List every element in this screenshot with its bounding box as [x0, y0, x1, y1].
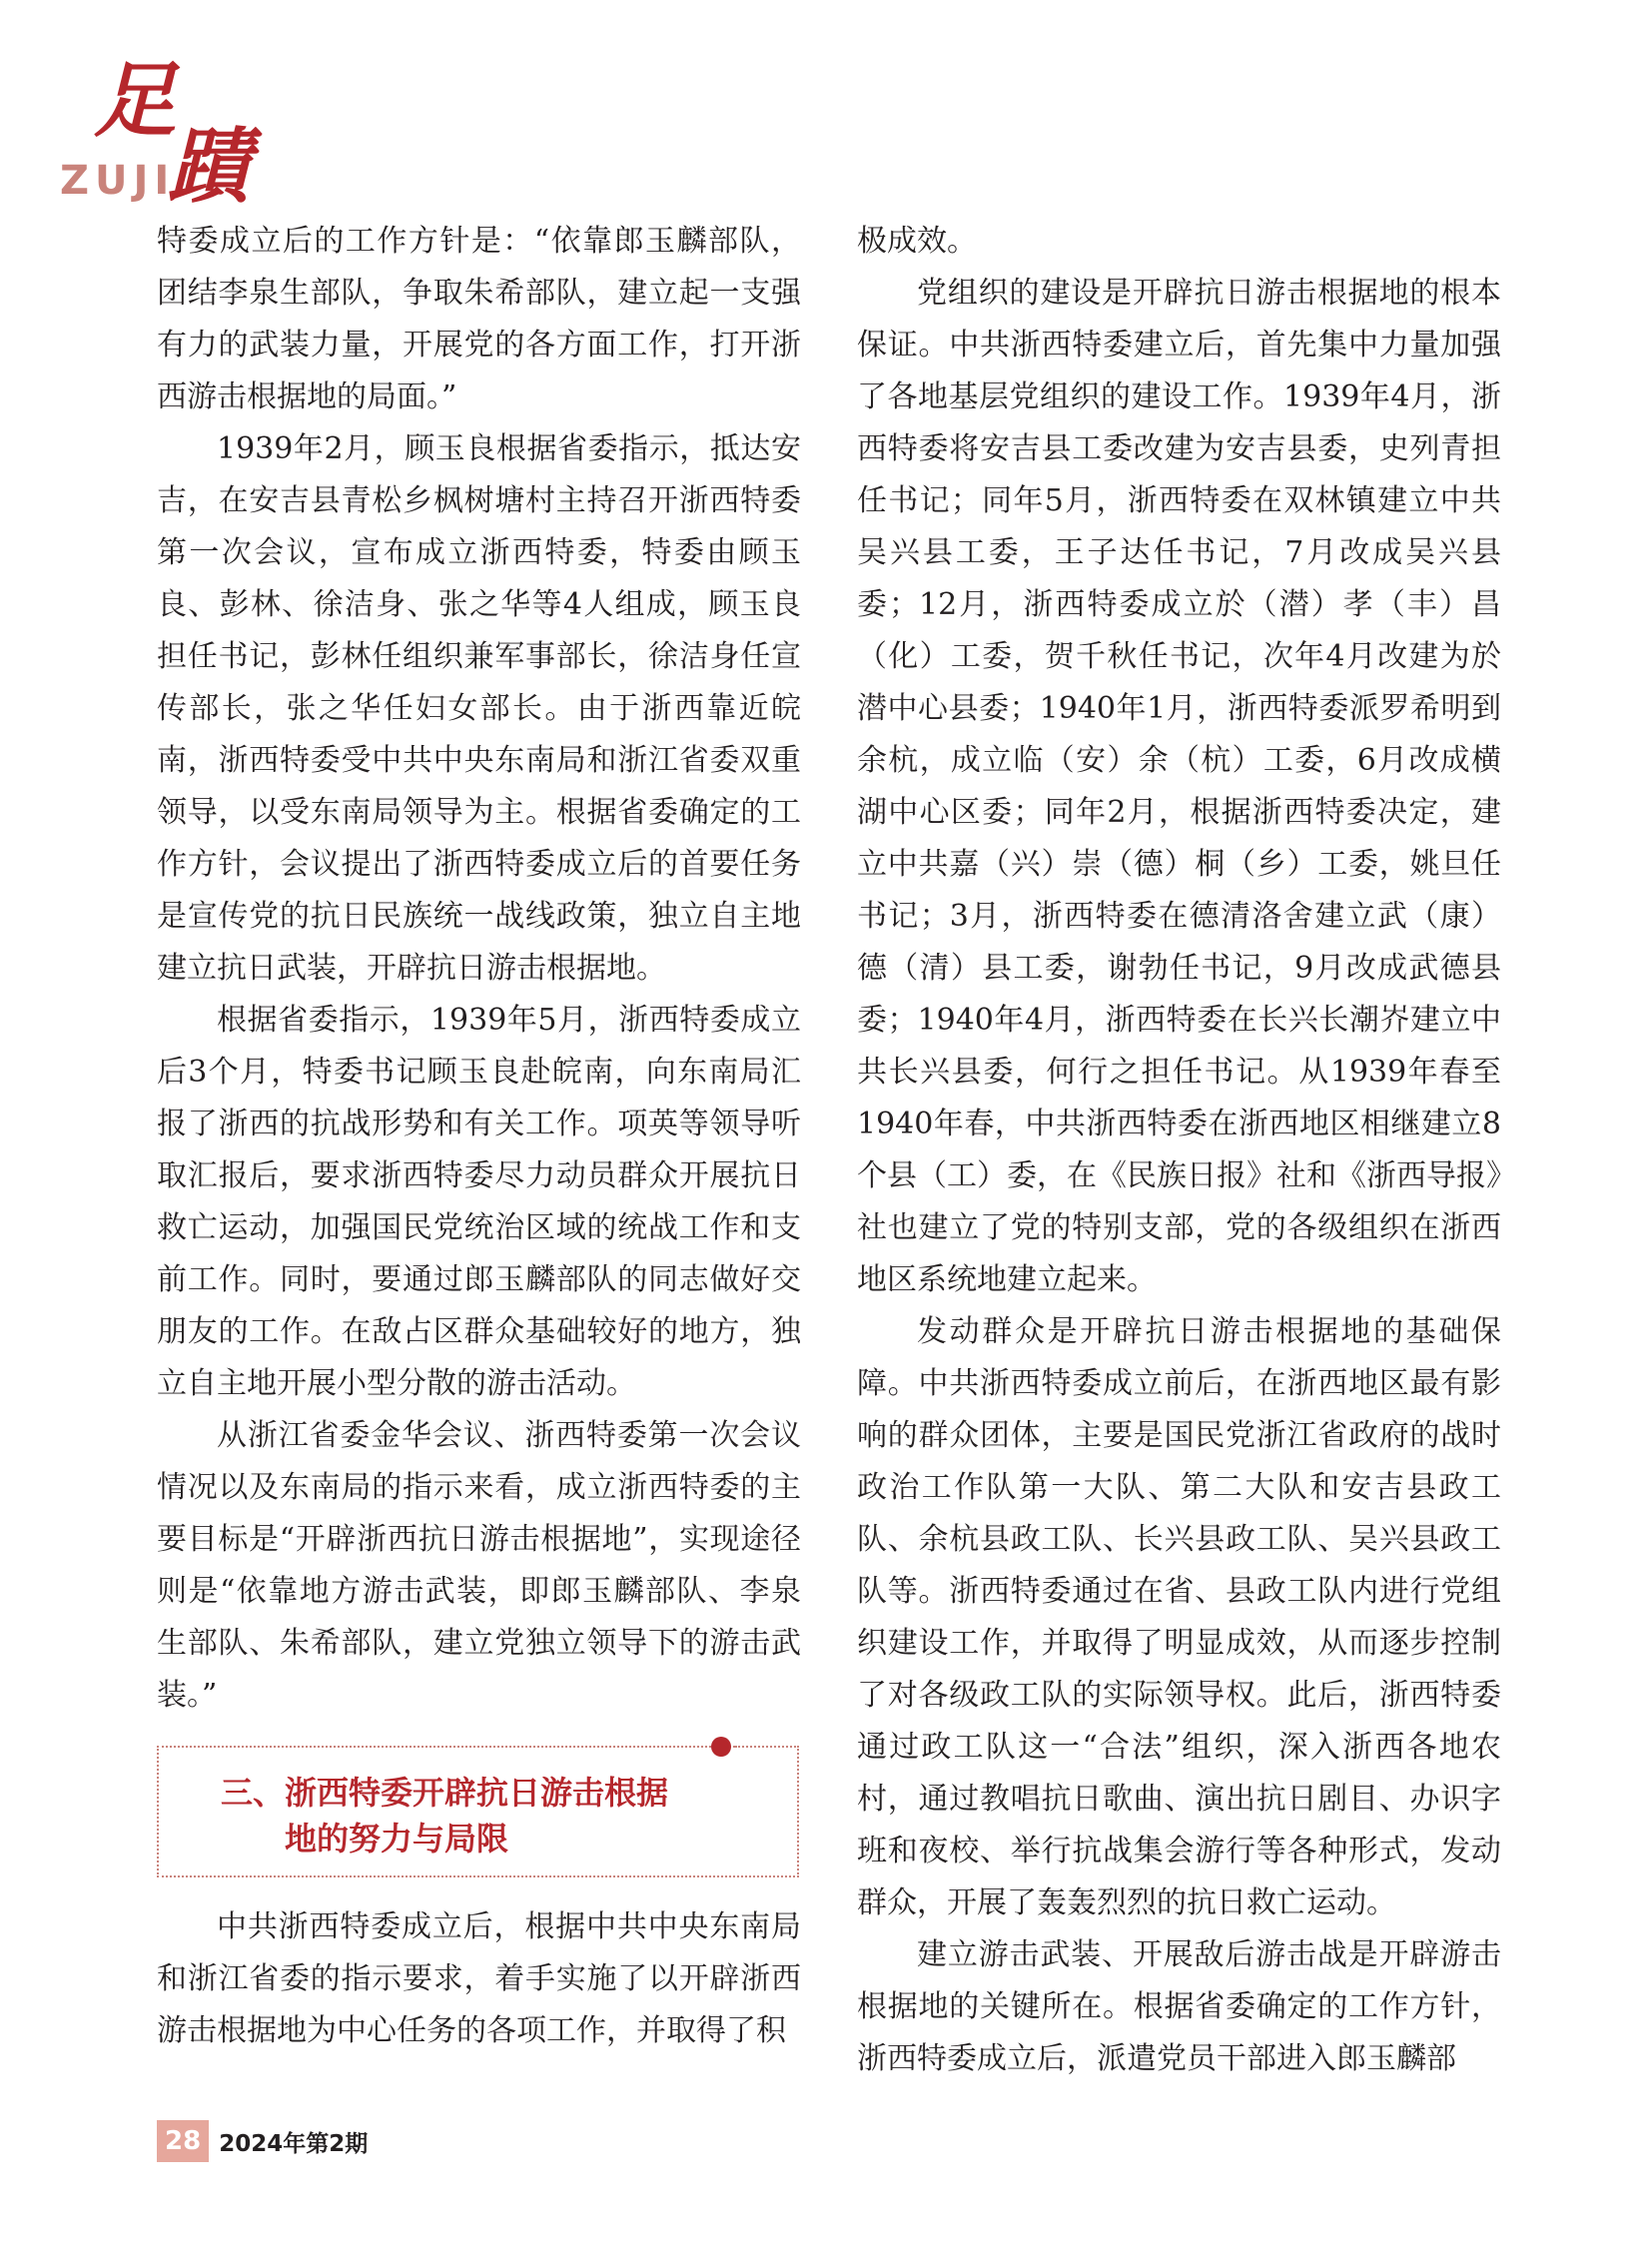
- section-heading-box: [157, 1746, 799, 1877]
- paragraph: 从浙江省委金华会议、浙西特委第一次会议情况以及东南局的指示来看，成立浙西特委的主要目标是“开辟浙西抗日游击根据地”，实现途径则是“依靠地方游击武装，即郎玉麟部队、李泉生部队、朱希部队，建立党独立领导下的游击武装。”: [157, 1418, 801, 1713]
- paragraph: 发动群众是开辟抗日游击根据地的基础保障。中共浙西特委成立前后，在浙西地区最有影响的群众团体，主要是国民党浙江省政府的战时政治工作队第一大队、第二大队和安吉县政工队、余杭县政工队、长兴县政工队、吴兴县政工队等。浙西特委通过在省、县政工队内进行党组织建设工作，并取得了明显成效，从而逐步控制了对各级政工队的实际领导权。此后，浙西特委通过政工队这一“合法”组织，深入浙西各地农村，通过教唱抗日歌曲、演出抗日剧目、办识字班和夜校、举行抗战集会游行等各种形式，发动群众，开展了轰轰烈烈的抗日救亡运动。: [857, 1314, 1501, 1920]
- divider: [735, 1746, 799, 1748]
- left-column-after-heading: [157, 1901, 801, 2057]
- paragraph: 特委成立后的工作方针是：“依靠郎玉麟部队，团结李泉生部队，争取朱希部队，建立起一支强有力的武装力量，开展党的各方面工作，打开浙西游击根据地的局面。”: [157, 224, 801, 414]
- left-column: [157, 216, 801, 1722]
- magazine-logo: [60, 53, 260, 215]
- paragraph: 中共浙西特委成立后，根据中共中央东南局和浙江省委的指示要求，着手实施了以开辟浙西游击根据地为中心任务的各项工作，并取得了积: [157, 1909, 801, 2048]
- paragraph: 1939年2月，顾玉良根据省委指示，抵达安吉，在安吉县青松乡枫树塘村主持召开浙西特委第一次会议，宣布成立浙西特委，特委由顾玉良、彭林、徐洁身、张之华等4人组成，顾玉良担任书记，彭林任组织兼军事部长，徐洁身任宣传部长，张之华任妇女部长。由于浙西靠近皖南，浙西特委受中共中央东南局和浙江省委双重领导，以受东南局领导为主。根据省委确定的工作方针，会议提出了浙西特委成立后的首要任务是宣传党的抗日民族统一战线政策，独立自主地建立抗日武装，开辟抗日游击根据地。: [157, 431, 801, 986]
- paragraph: 党组织的建设是开辟抗日游击根据地的根本保证。中共浙西特委建立后，首先集中力量加强了各地基层党组织的建设工作。1939年4月，浙西特委将安吉县工委改建为安吉县委，史列青担任书记；同年5月，浙西特委在双林镇建立中共吴兴县工委，王子达任书记，7月改成吴兴县委；12月，浙西特委成立於（潜）孝（丰）昌（化）工委，贺千秋任书记，次年4月改建为於潜中心县委；1940年1月，浙西特委派罗希明到余杭，成立临（安）余（杭）工委，6月改成横湖中心区委；同年2月，根据浙西特委决定，建立中共嘉（兴）崇（德）桐（乡）工委，姚旦任书记；3月，浙西特委在德清洛舍建立武（康）德（清）县工委，谢勃任书记，9月改成武德县委；1940年4月，浙西特委在长兴长潮岕建立中共长兴县委，何行之担任书记。从1939年春至1940年春，中共浙西特委在浙西地区相继建立8个县（工）委，在《民族日报》社和《浙西导报》社也建立了党的特别支部，党的各级组织在浙西地区系统地建立起来。: [857, 276, 1501, 1297]
- paragraph: 根据省委指示，1939年5月，浙西特委成立后3个月，特委书记顾玉良赴皖南，向东南局汇报了浙西的抗战形势和有关工作。项英等领导听取汇报后，要求浙西特委尽力动员群众开展抗日救亡运动，加强国民党统治区域的统战工作和支前工作。同时，要通过郎玉麟部队的同志做好交朋友的工作。在敌占区群众基础较好的地方，独立自主地开展小型分散的游击活动。: [157, 1003, 801, 1401]
- paragraph: 建立游击武装、开展敌后游击战是开辟游击根据地的关键所在。根据省委确定的工作方针，浙西特委成立后，派遣党员干部进入郎玉麟部: [857, 1937, 1501, 2076]
- page-number: 28: [157, 2120, 209, 2162]
- right-column: [857, 216, 1501, 2085]
- issue-label: 2024年第2期: [219, 2130, 369, 2157]
- section-heading: [221, 1770, 668, 1862]
- paragraph: 极成效。: [857, 224, 977, 259]
- logo-char-ji: 蹟: [168, 119, 250, 215]
- section-heading-line-2: 地的努力与局限: [285, 1820, 509, 1858]
- logo-char-zu: 足: [94, 53, 176, 149]
- logo-roman-text: ZUJI: [60, 158, 176, 204]
- section-heading-line-1: 三、浙西特委开辟抗日游击根据: [221, 1774, 669, 1812]
- page-footer: [157, 2121, 368, 2161]
- heading-dot-ornament: [711, 1737, 731, 1757]
